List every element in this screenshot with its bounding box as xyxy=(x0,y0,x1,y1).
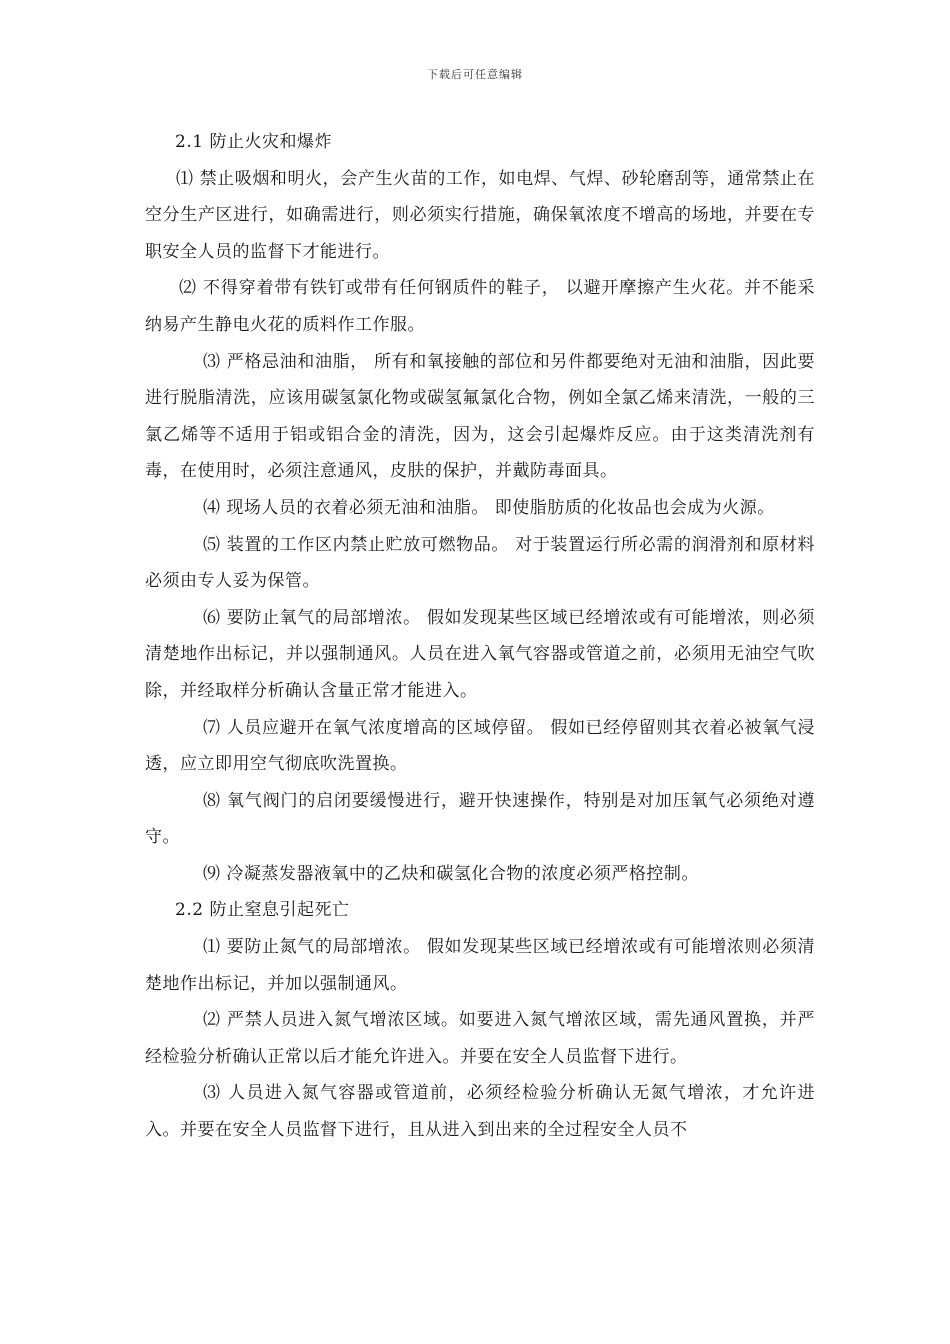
paragraph-2-1-6: ⑹ 要防止氧气的局部增浓。 假如发现某些区域已经增浓或有可能增浓，则必须清楚地作出标记，并以强制通风。人员在进入氧气容器或管道之前，必须用无油空气吹除，并经取样分析确认含量正常才能进入。 xyxy=(145,607,815,701)
section-heading-2-2: 2.2 防止窒息引起死亡 xyxy=(175,900,350,921)
paragraph-2-2-1: ⑴ 要防止氮气的局部增浓。 假如发现某些区域已经增浓或有可能增浓则必须清楚地作出标记，并加以强制通风。 xyxy=(145,937,815,994)
paragraph-2-1-8: ⑻ 氧气阀门的启闭要缓慢进行，避开快速操作，特别是对加压氧气必须绝对遵守。 xyxy=(145,790,815,848)
paragraph-2-1-5: ⑸ 装置的工作区内禁止贮放可燃物品。 对于装置运行所必需的润滑剂和原材料必须由专人妥为保管。 xyxy=(145,534,815,592)
page-header: 下载后可任意编辑 xyxy=(427,68,523,81)
paragraph-2-1-1: ⑴ 禁止吸烟和明火，会产生火苗的工作，如电焊、气焊、砂轮磨刮等，通常禁止在空分生产区进行，如确需进行，则必须实行措施，确保氧浓度不增高的场地，并要在专职安全人员的监督下才能进行。 xyxy=(145,168,815,262)
paragraph-2-1-2: ⑵ 不得穿着带有铁钉或带有任何钢质件的鞋子， 以避开摩擦产生火花。并不能采纳易产生静电火花的质料作工作服。 xyxy=(145,278,815,335)
paragraph-2-1-7: ⑺ 人员应避开在氧气浓度增高的区域停留。 假如已经停留则其衣着必被氧气浸透，应立即用空气彻底吹洗置换。 xyxy=(145,717,815,775)
section-heading-2-1: 2.1 防止火灾和爆炸 xyxy=(175,132,332,152)
paragraph-2-2-2: ⑵ 严禁人员进入氮气增浓区域。如要进入氮气增浓区域，需先通风置换，并严经检验分析确认正常以后才能允许进入。并要在安全人员监督下进行。 xyxy=(145,1010,815,1067)
paragraph-2-1-3: ⑶ 严格忌油和油脂， 所有和氧接触的部位和另件都要绝对无油和油脂，因此要进行脱脂清洗，应该用碳氢氯化物或碳氢氟氯化合物，例如全氯乙烯来清洗，一般的三氯乙烯等不适用于铝或铝合金的清洗，因为，这会引起爆炸反应。由于这类清洗剂有毒，在使用时，必须注意通风，皮肤的保护，并戴防毒面具。 xyxy=(145,351,815,482)
document-body xyxy=(145,124,815,1149)
paragraph-2-2-3: ⑶ 人员进入氮气容器或管道前，必须经检验分析确认无氮气增浓，才允许进入。并要在安全人员监督下进行，且从进入到出来的全过程安全人员不 xyxy=(145,1083,815,1141)
paragraph-2-1-9: ⑼ 冷凝蒸发器液氧中的乙炔和碳氢化合物的浓度必须严格控制。 xyxy=(203,863,699,884)
paragraph-2-1-4: ⑷ 现场人员的衣着必须无油和油脂。 即使脂肪质的化妆品也会成为火源。 xyxy=(203,497,775,518)
